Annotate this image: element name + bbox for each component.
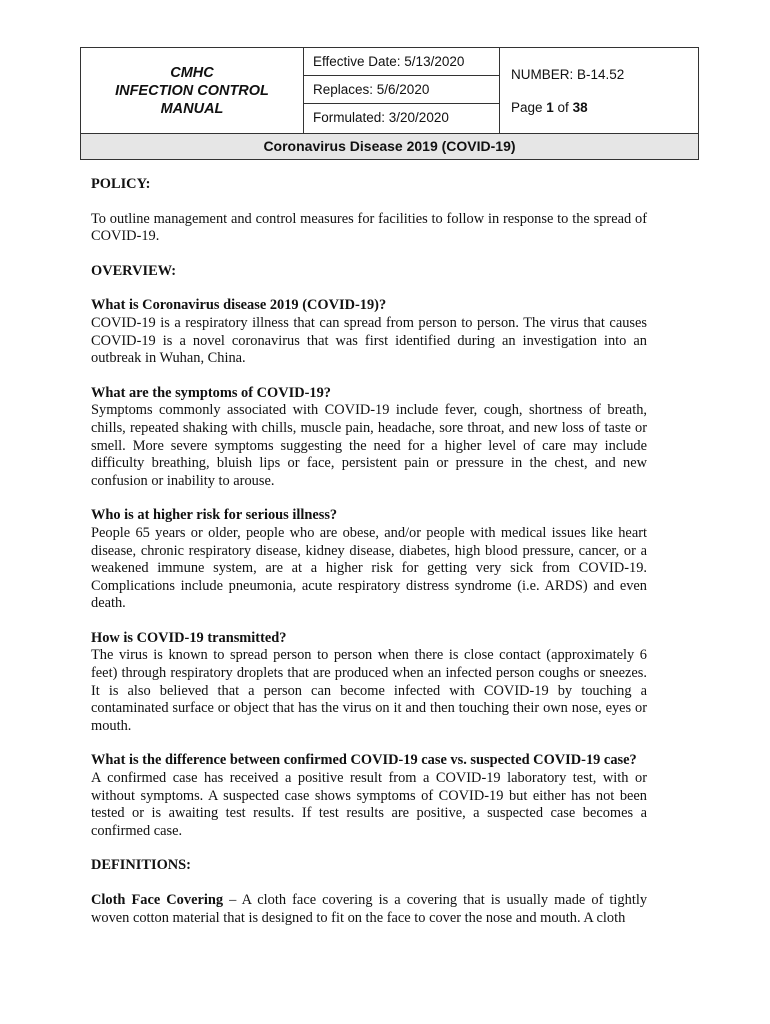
definition-text: – A cloth face covering is a covering that is usually made of tightly woven cotton material that is designed to fit on the face to cover the nose and mouth. A cloth [91, 892, 648, 926]
answer-confirmed-vs-suspected: A confirmed case has received a positive result from a COVID-19 laboratory test, with or without symptoms. A suspected case shows symptoms of COVID-19 but either has not been tested or is awaiting test results. If test results are positive, a suspected case becomes a confirmed case. [91, 770, 647, 839]
definition-cloth-face-covering [91, 892, 647, 927]
manual-title-cell [81, 48, 304, 133]
document-body [91, 176, 647, 927]
question-confirmed-vs-suspected: What is the difference between confirmed COVID-19 case vs. suspected COVID-19 case? [91, 752, 637, 769]
answer-what-is: COVID-19 is a respiratory illness that can spread from person to person. The virus that causes COVID-19 is a novel coronavirus that was first identified during an investigation into an outbreak in Wuhan, China. [91, 314, 647, 367]
policy-text: To outline management and control measures for facilities to follow in response to the spread of COVID-19. [91, 210, 647, 245]
definitions-heading: DEFINITIONS: [91, 857, 191, 874]
org-name: CMHC [170, 64, 214, 81]
page-total: 38 [572, 100, 588, 115]
question-what-is: What is Coronavirus disease 2019 (COVID-19)? [91, 297, 387, 314]
page-indicator: Page 1 of 38 [511, 100, 588, 115]
formulated-date: Formulated: 3/20/2020 [313, 110, 449, 125]
dates-cell [304, 48, 500, 133]
document-header [80, 47, 699, 160]
answer-transmission: The virus is known to spread person to person when there is close contact (approximately 6 feet) through respiratory droplets that are produced when an infected person coughs or sneezes. It is also believed that a person can become infected with COVID-19 by touching a contaminated surface or object that has the virus on it and then touching their own nose, eyes or mouth. [91, 647, 647, 734]
manual-name-line2: MANUAL [160, 100, 224, 117]
answer-higher-risk: People 65 years or older, people who are obese, and/or people with medical issues like heart disease, chronic respiratory disease, kidney disease, diabetes, high blood pressure, cancer, or a weakened immune system, are at a higher risk for getting very sick from COVID-19. Complications include pneumonia, acute respiratory distress syndrome (i.e. ARDS) and even death. [91, 524, 647, 612]
replaces-date: Replaces: 5/6/2020 [304, 76, 499, 104]
document-title: Coronavirus Disease 2019 (COVID-19) [81, 133, 698, 159]
overview-heading: OVERVIEW: [91, 262, 177, 279]
page-current: 1 [546, 100, 554, 115]
number-cell [500, 48, 697, 133]
answer-symptoms: Symptoms commonly associated with COVID-19 include fever, cough, shortness of breath, chills, repeated shaking with chills, muscle pain, headache, sore throat, and new loss of taste or smell. More severe symptoms suggesting the need for a higher level of care may include difficulty breathing, bluish lips or face, persistent pain or pressure in the chest, and new confusion or inability to arouse. [91, 402, 647, 489]
policy-heading: POLICY: [91, 176, 151, 192]
effective-date: Effective Date: 5/13/2020 [304, 48, 499, 76]
question-higher-risk: Who is at higher risk for serious illness? [91, 507, 338, 524]
definition-term: Cloth Face Covering [91, 892, 224, 908]
question-transmission: How is COVID-19 transmitted? [91, 629, 287, 646]
document-number: NUMBER: B-14.52 [511, 67, 625, 82]
manual-name-line1: INFECTION CONTROL [115, 82, 269, 99]
question-symptoms: What are the symptoms of COVID-19? [91, 384, 331, 401]
